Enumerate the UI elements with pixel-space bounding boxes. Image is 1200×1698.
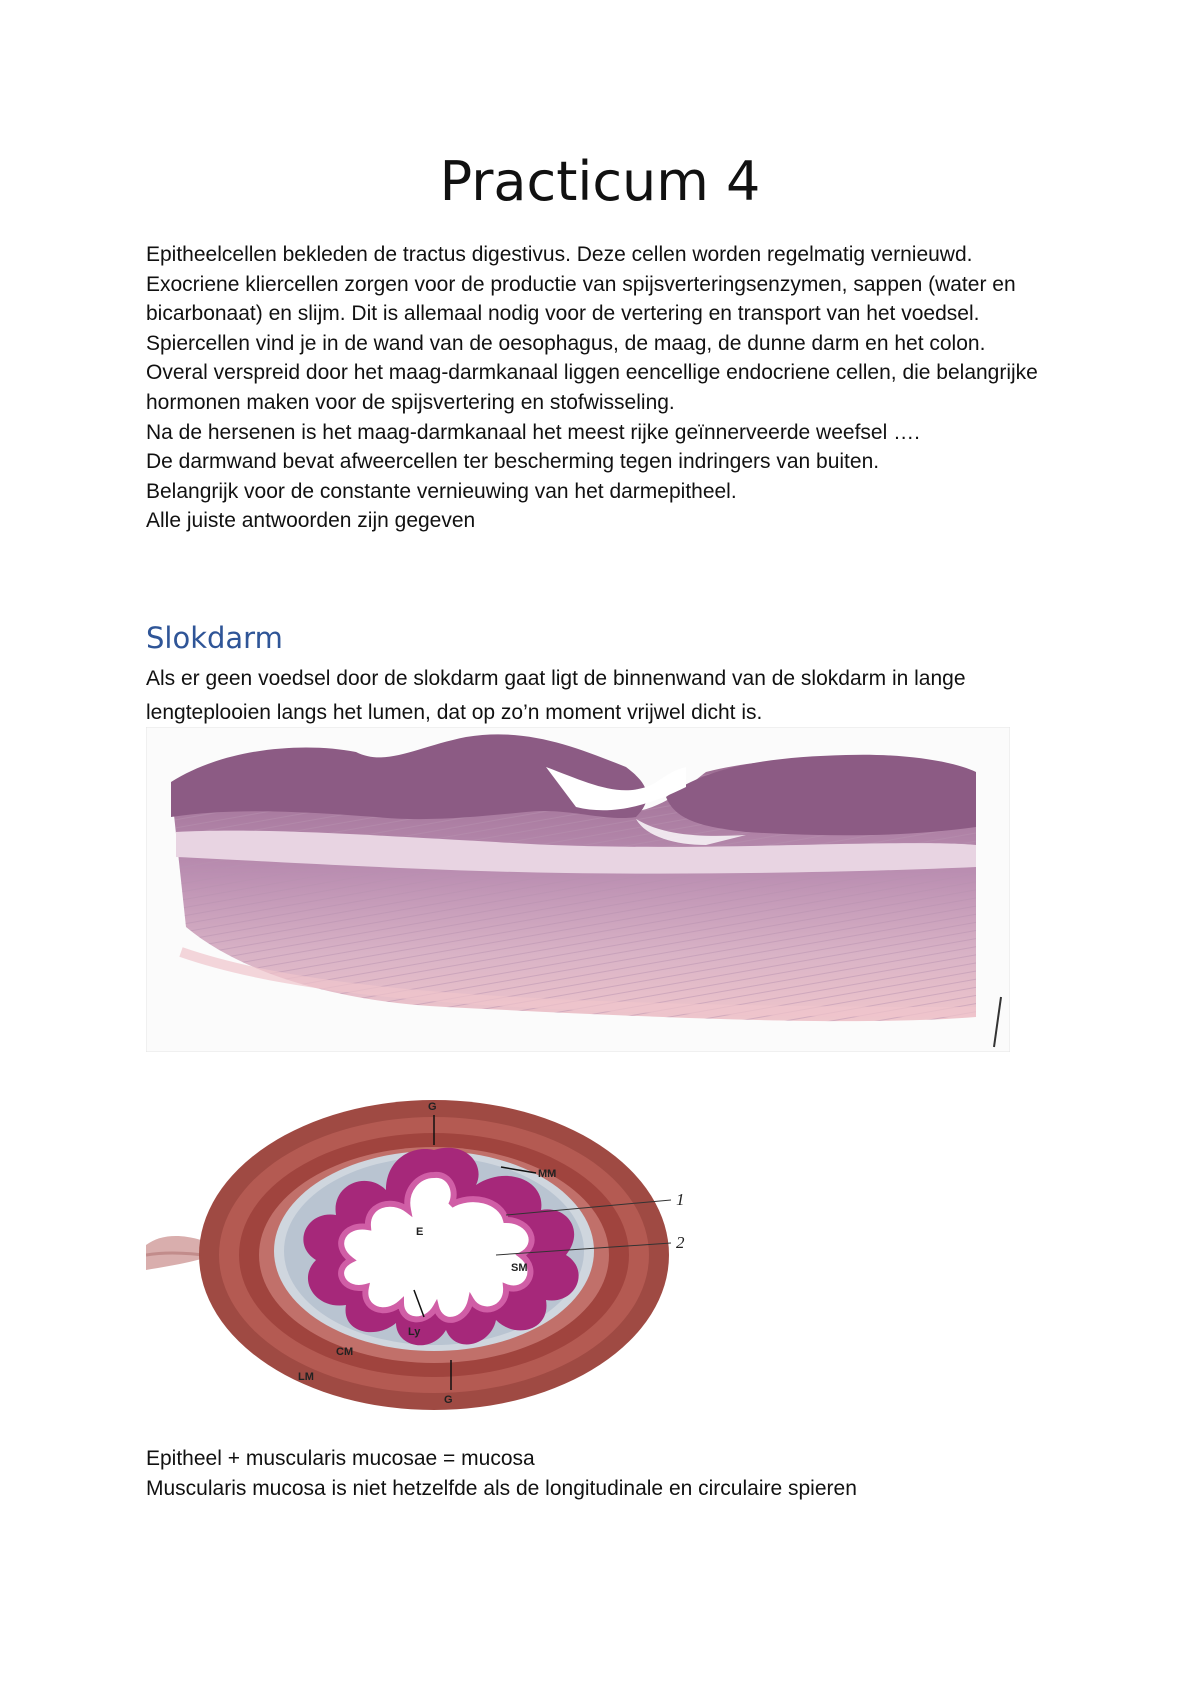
intro-line: Na de hersenen is het maag-darmkanaal het meest rijke geïnnerveerde weefsel …. <box>146 420 920 444</box>
label-e: E <box>416 1226 424 1238</box>
section-paragraph: Als er geen voedsel door de slokdarm gaat ligt de binnenwand van de slokdarm in lange lengteplooien langs het lumen, dat op zo’n moment vrijwel dicht is. <box>146 667 966 724</box>
intro-line: Exocriene kliercellen zorgen voor de productie van spijsverteringsenzymen, sappen (water en bicarbonaat) en slijm. Dit is allemaal nodig voor de vertering en transport van het voedsel. <box>146 272 1016 326</box>
label-lm: LM <box>298 1371 314 1383</box>
intro-line: Epitheelcellen bekleden de tractus digestivus. Deze cellen worden regelmatig vernieuwd. <box>146 243 973 266</box>
label-sm: SM <box>511 1262 528 1274</box>
intro-text <box>146 240 1066 536</box>
page-title: Practicum 4 <box>439 150 761 213</box>
longitudinal-section-micrograph <box>146 727 1010 1052</box>
footer-line: Muscularis mucosa is niet hetzelfde als de longitudinale en circulaire spieren <box>146 1476 857 1500</box>
longitudinal-section-drawing <box>146 727 1010 1052</box>
footer-text <box>146 1444 1066 1503</box>
label-g-bottom: G <box>444 1394 453 1406</box>
intro-line: Belangrijk voor de constante vernieuwing van het darmepitheel. <box>146 479 737 503</box>
intro-line: Overal verspreid door het maag-darmkanaal liggen eencellige endocriene cellen, die belangrijke hormonen maken voor de spijsvertering en stofwisseling. <box>146 361 1038 414</box>
intro-line: Alle juiste antwoorden zijn gegeven <box>146 509 476 533</box>
cross-section-micrograph <box>146 1055 706 1415</box>
label-g-top: G <box>428 1101 437 1113</box>
label-mm: MM <box>538 1168 557 1180</box>
label-ly: Ly <box>408 1326 421 1338</box>
label-cm: CM <box>336 1346 354 1358</box>
footer-line: Epitheel + muscularis mucosae = mucosa <box>146 1447 535 1470</box>
label-number-2: 2 <box>676 1233 685 1252</box>
label-number-1: 1 <box>676 1190 685 1209</box>
intro-line: De darmwand bevat afweercellen ter bescherming tegen indringers van buiten. <box>146 450 880 474</box>
section-heading: Slokdarm <box>146 621 283 655</box>
cross-section-drawing <box>146 1055 706 1415</box>
intro-line: Spiercellen vind je in de wand van de oesophagus, de maag, de dunne darm en het colon. <box>146 331 986 355</box>
